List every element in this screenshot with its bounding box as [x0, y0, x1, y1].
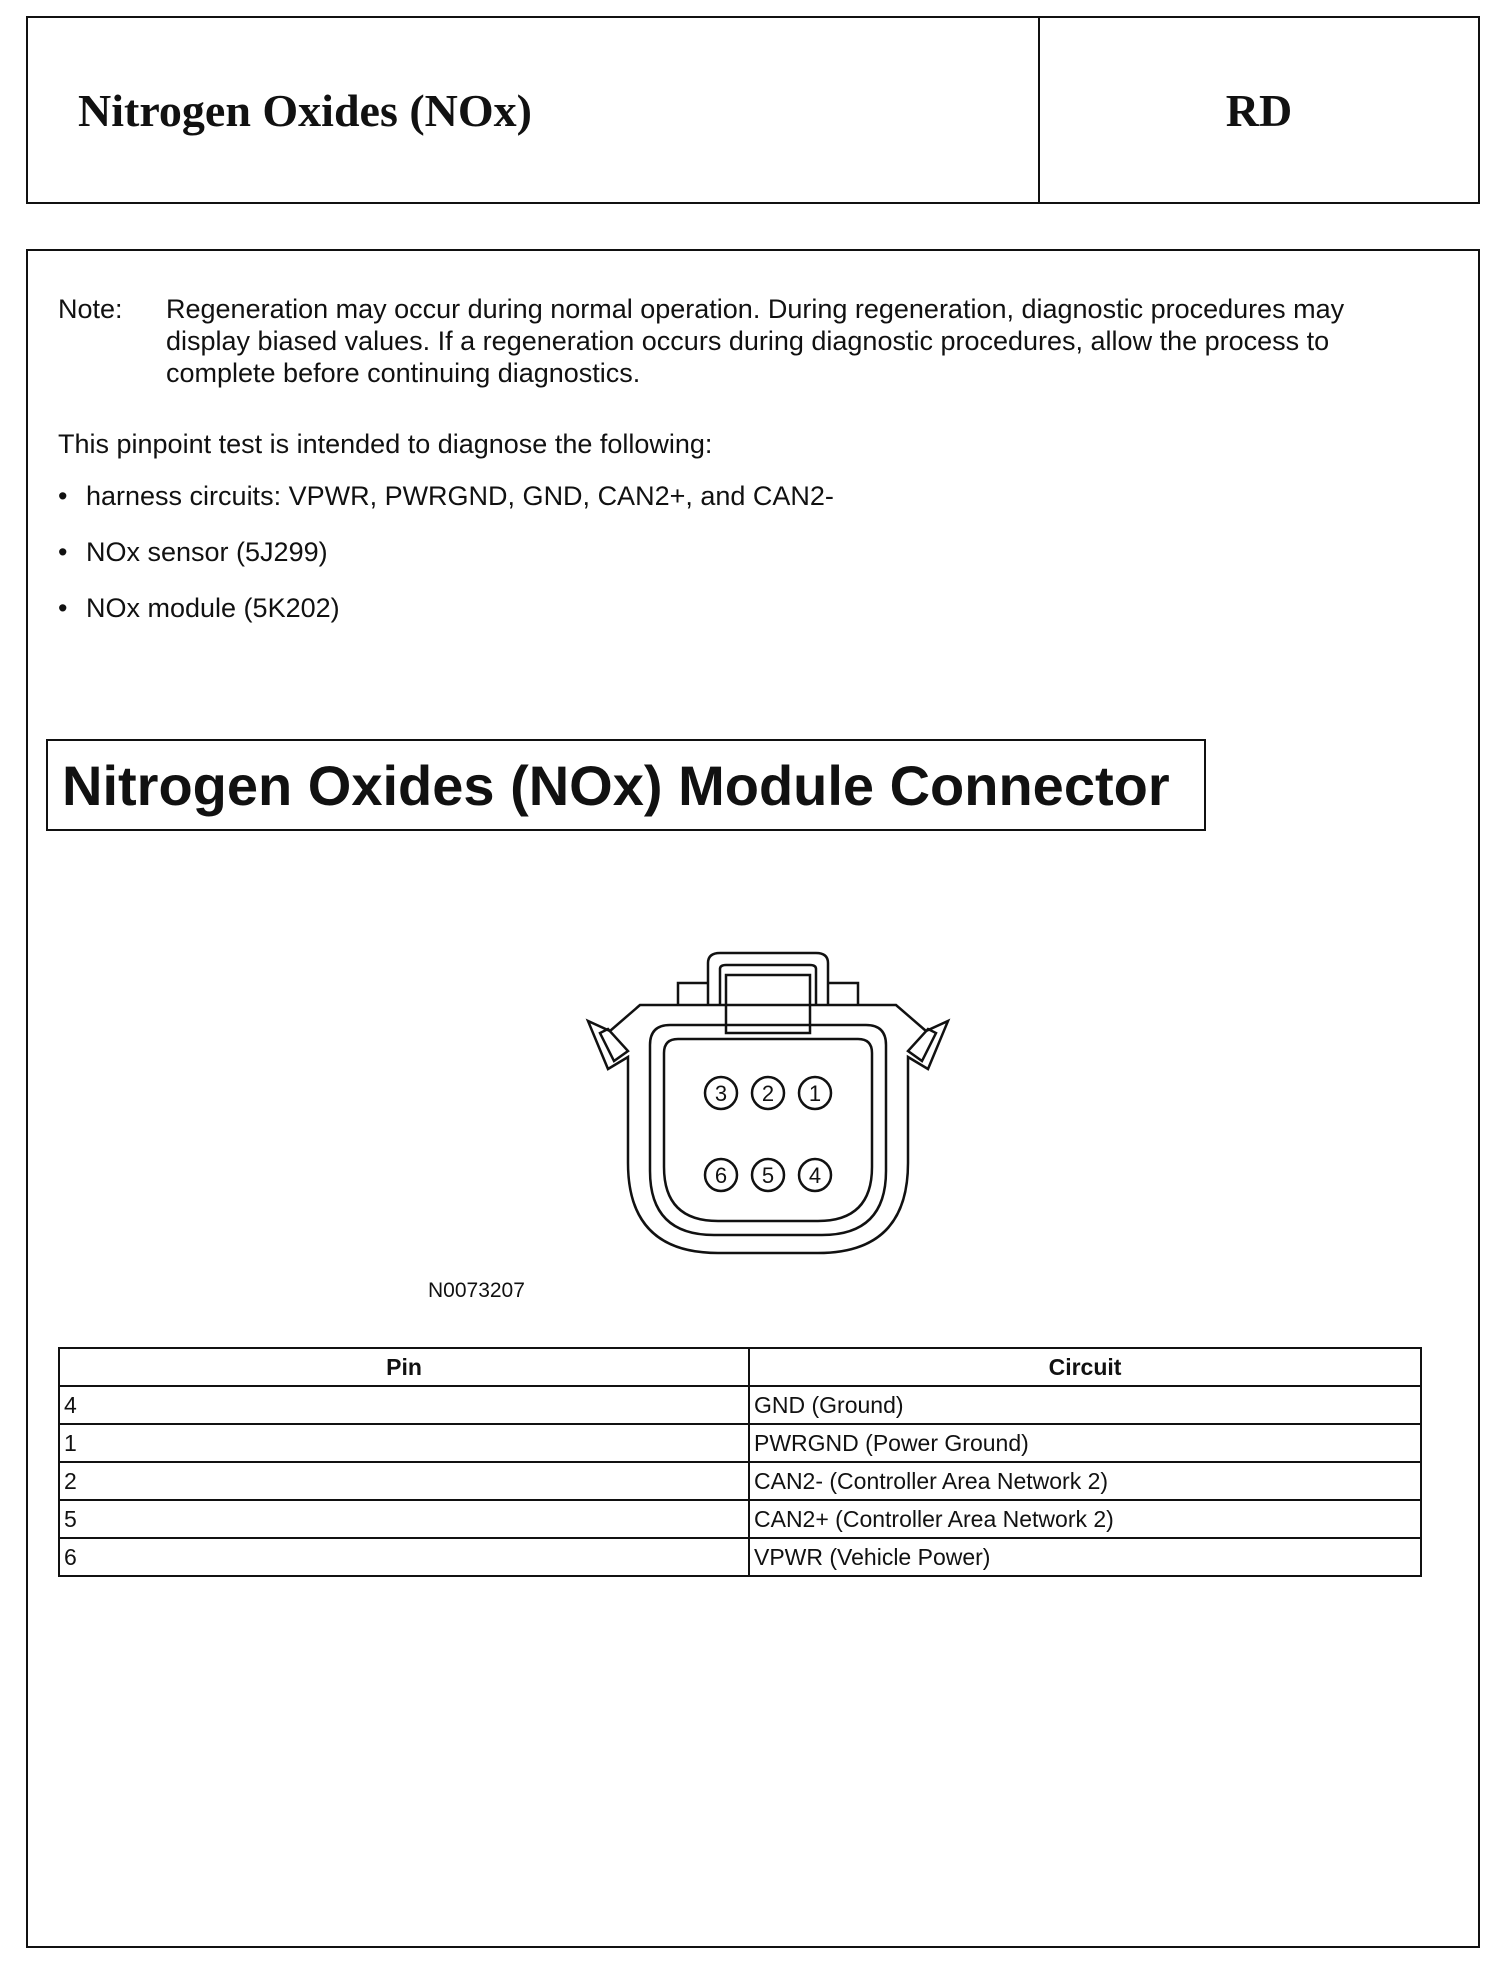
pin-label: 2 — [761, 1081, 775, 1106]
pin-cell: 2 — [59, 1462, 749, 1500]
bullet-icon: • — [58, 481, 68, 511]
connector-ear-left — [600, 1029, 628, 1061]
pin-label: 6 — [714, 1163, 728, 1188]
connector-diagram — [578, 913, 958, 1273]
figure-id: N0073207 — [428, 1279, 525, 1302]
content-box — [26, 249, 1480, 1948]
list-item — [58, 593, 834, 649]
page-title: Nitrogen Oxides (NOx) — [28, 18, 1040, 202]
circuit-cell: PWRGND (Power Ground) — [749, 1424, 1421, 1462]
circuit-cell: CAN2- (Controller Area Network 2) — [749, 1462, 1421, 1500]
column-header-pin: Pin — [59, 1348, 749, 1386]
pin-cell: 4 — [59, 1386, 749, 1424]
connector-housing — [588, 1005, 948, 1253]
pin-label: 1 — [808, 1081, 822, 1106]
diagnose-list — [58, 481, 834, 649]
pin-cell: 5 — [59, 1500, 749, 1538]
pin-cell: 6 — [59, 1538, 749, 1576]
table-row — [59, 1462, 1421, 1500]
pin-label: 5 — [761, 1163, 775, 1188]
header-box — [26, 16, 1480, 204]
connector-inner-wall — [650, 1025, 886, 1235]
table-header-row — [59, 1348, 1421, 1386]
circuit-cell: GND (Ground) — [749, 1386, 1421, 1424]
list-item-text: NOx sensor (5J299) — [86, 537, 328, 567]
table-row — [59, 1500, 1421, 1538]
list-item — [58, 537, 834, 593]
circuit-cell: CAN2+ (Controller Area Network 2) — [749, 1500, 1421, 1538]
bullet-icon: • — [58, 593, 68, 623]
bullet-icon: • — [58, 537, 68, 567]
pin-cell: 1 — [59, 1424, 749, 1462]
column-header-circuit: Circuit — [749, 1348, 1421, 1386]
pin-label: 3 — [714, 1081, 728, 1106]
section-title: Nitrogen Oxides (NOx) Module Connector — [46, 739, 1206, 831]
list-item-text: NOx module (5K202) — [86, 593, 340, 623]
pin-label: 4 — [808, 1163, 822, 1188]
table-row — [59, 1538, 1421, 1576]
section-code: RD — [1225, 84, 1293, 136]
note-text: Regeneration may occur during normal operation. During regeneration, diagnostic procedures may display biased values. If a regeneration occurs during diagnostic procedures, allow the process to complete before continuing diagnostics. — [166, 294, 1345, 388]
list-item-text: harness circuits: VPWR, PWRGND, GND, CAN2+, and CAN2- — [86, 481, 834, 511]
intro-text: This pinpoint test is intended to diagnose the following: — [58, 429, 713, 459]
note-label: Note: — [58, 294, 123, 324]
connector-ear-right — [908, 1029, 936, 1061]
table-row — [59, 1386, 1421, 1424]
note — [58, 293, 1428, 389]
table-row — [59, 1424, 1421, 1462]
list-item — [58, 481, 834, 537]
circuit-cell: VPWR (Vehicle Power) — [749, 1538, 1421, 1576]
pin-circuit-table — [58, 1347, 1422, 1577]
